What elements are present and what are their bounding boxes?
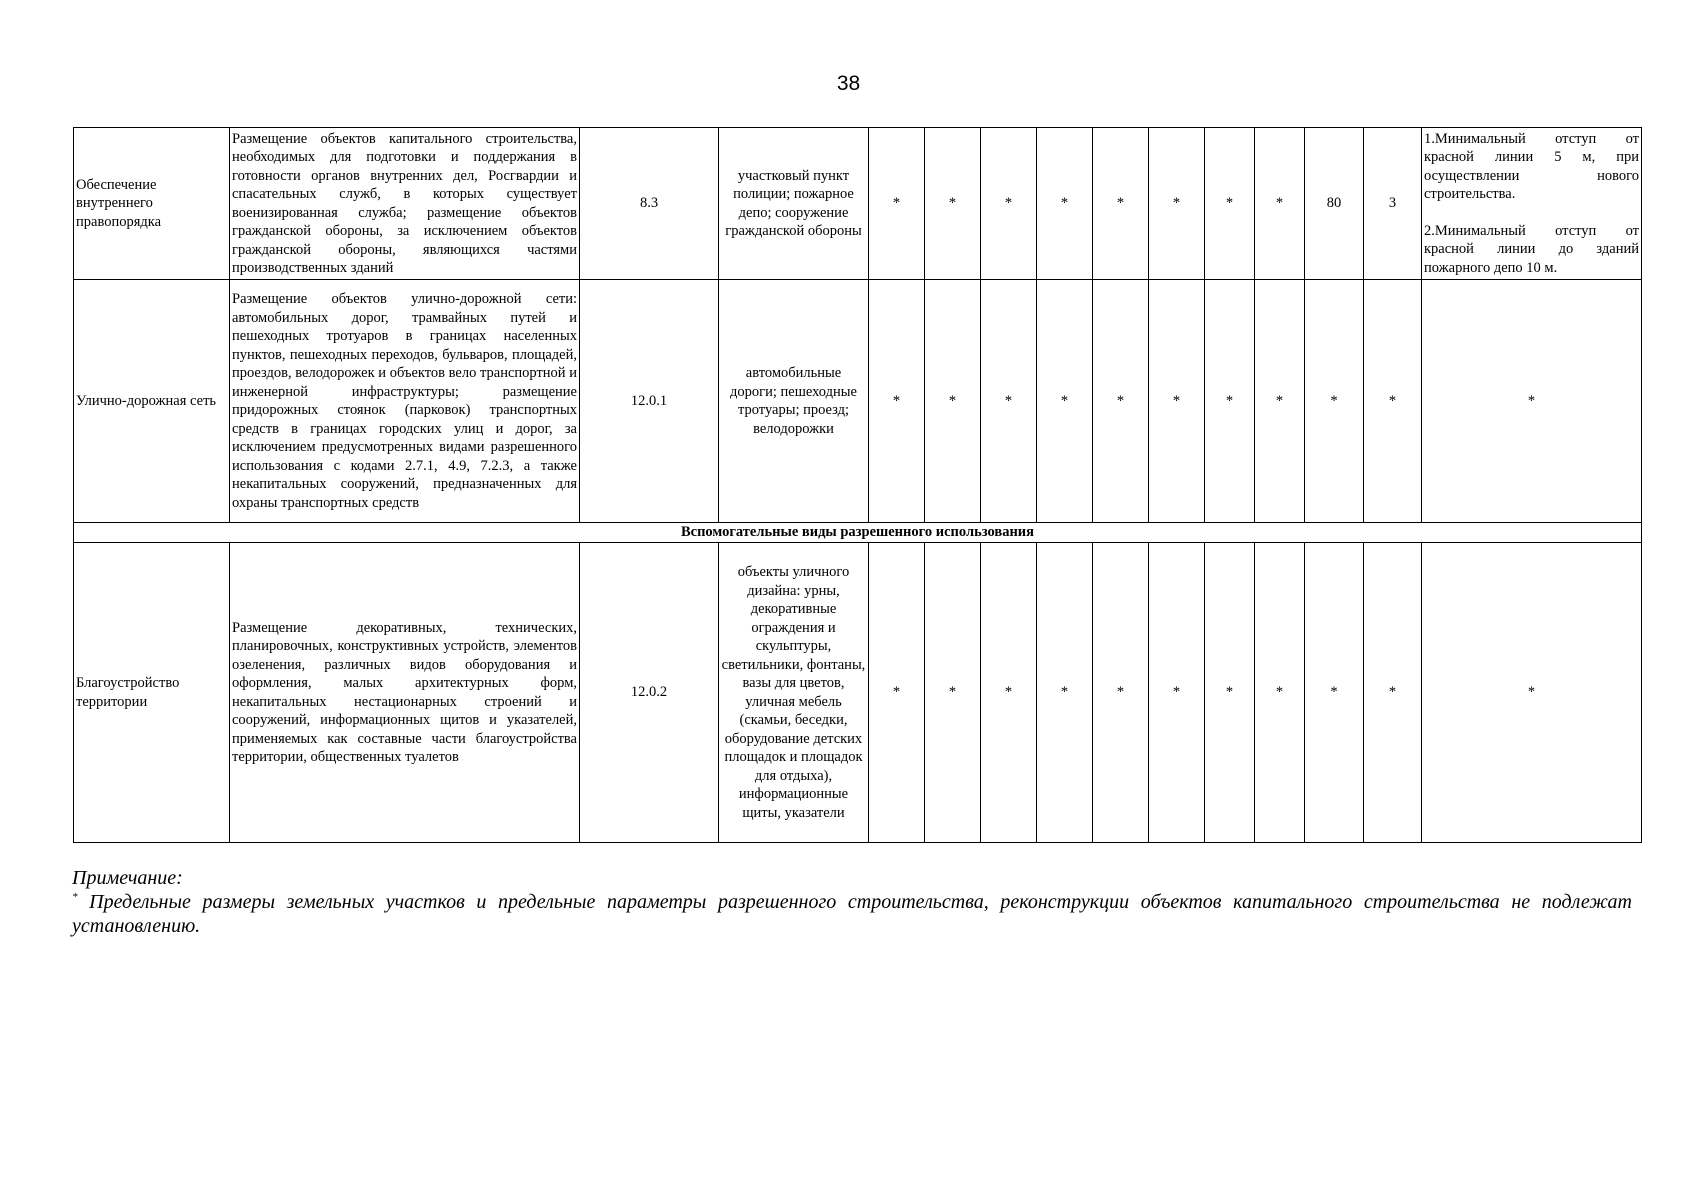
footnote-marker: * (72, 891, 78, 903)
objects-cell: объекты уличного дизайна: урны, декоративные ограждения и скульптуры, светильники, фонтаны, вазы для цветов, уличная мебель (скамьи, беседки, оборудование детских площадок и площадок для отдыха), информационные щиты, указатели (719, 543, 869, 843)
param-cell: * (1093, 543, 1149, 843)
use-code-cell: 12.0.1 (580, 280, 719, 523)
param-cell: * (1037, 543, 1093, 843)
use-name-cell: Улично-дорожная сеть (74, 280, 230, 523)
param-cell: * (1364, 280, 1422, 523)
page-number: 38 (836, 72, 861, 95)
param-cell: * (981, 128, 1037, 280)
param-cell: * (1255, 280, 1305, 523)
section-header-row (74, 523, 1642, 543)
note-text: 2.Минимальный отступ от красной линии до зданий пожарного депо 10 м. (1424, 222, 1639, 276)
param-cell: * (925, 543, 981, 843)
param-cell: * (1037, 128, 1093, 280)
use-description-cell: Размещение объектов улично-дорожной сети: автомобильных дорог, трамвайных путей и пешеходных тротуаров в границах населенных пунктов, пешеходных переходов, бульваров, площадей, проездов, велодорожек и объектов вело транспортной и инженерной инфраструктуры; размещение придорожных стоянок (парковок) транспортных средств в границах городских улиц и дорог, за исключением предусмотренных видами разрешенного использования с кодами 2.7.1, 4.9, 7.2.3, а также некапитальных сооружений, предназначенных для охраны транспортных средств (230, 280, 580, 523)
param-cell: * (925, 280, 981, 523)
param-cell: * (1364, 543, 1422, 843)
param-cell: * (1149, 543, 1205, 843)
use-name-cell: Благоустройство территории (74, 543, 230, 843)
param-cell: * (1255, 128, 1305, 280)
param-cell: * (925, 128, 981, 280)
objects-cell: автомобильные дороги; пешеходные тротуары; проезд; велодорожки (719, 280, 869, 523)
notes-cell (1422, 128, 1642, 280)
notes-cell: * (1422, 543, 1642, 843)
note-text: 1.Минимальный отступ от красной линии 5 м, при осуществлении нового строительства. (1424, 130, 1639, 203)
notes-cell: * (1422, 280, 1642, 523)
param-cell: * (981, 543, 1037, 843)
footnote-title: Примечание: (72, 867, 183, 889)
param-cell: * (1093, 280, 1149, 523)
param-cell: * (1205, 128, 1255, 280)
table-row (74, 280, 1642, 523)
param-cell: * (1305, 280, 1364, 523)
use-code-cell: 12.0.2 (580, 543, 719, 843)
param-cell: * (1149, 280, 1205, 523)
footnote-text-block (72, 890, 1632, 938)
objects-cell: участковый пункт полиции; пожарное депо; сооружение гражданской обороны (719, 128, 869, 280)
table-row (74, 128, 1642, 280)
param-cell: * (981, 280, 1037, 523)
param-cell: * (869, 280, 925, 523)
footnote-text: Предельные размеры земельных участков и предельные параметры разрешенного строительства, реконструкции объектов капитального строительства не подлежат установлению. (72, 891, 1632, 937)
param-cell: 3 (1364, 128, 1422, 280)
section-header: Вспомогательные виды разрешенного использования (74, 523, 1642, 543)
param-cell: * (869, 543, 925, 843)
param-cell: * (1205, 280, 1255, 523)
use-code-cell: 8.3 (580, 128, 719, 280)
zoning-table (73, 127, 1642, 843)
param-cell: * (1093, 128, 1149, 280)
table-row (74, 543, 1642, 843)
footnote-block (72, 866, 1632, 938)
use-description-cell: Размещение объектов капитального строительства, необходимых для подготовки и поддержания в готовности органов внутренних дел, Росгвардии и спасательных служб, в которых существует военизированная служба; размещение объектов гражданской обороны, за исключением объектов гражданской обороны, являющихся частями производственных зданий (230, 128, 580, 280)
param-cell: 80 (1305, 128, 1364, 280)
param-cell: * (1037, 280, 1093, 523)
param-cell: * (869, 128, 925, 280)
use-name-cell: Обеспечение внутреннего правопорядка (74, 128, 230, 280)
use-description-cell: Размещение декоративных, технических, планировочных, конструктивных устройств, элементов озеленения, различных видов оборудования и оформления, малых архитектурных форм, некапитальных нестационарных строений и сооружений, информационных щитов и указателей, применяемых как составные части благоустройства территории, общественных туалетов (230, 543, 580, 843)
param-cell: * (1305, 543, 1364, 843)
param-cell: * (1149, 128, 1205, 280)
param-cell: * (1255, 543, 1305, 843)
param-cell: * (1205, 543, 1255, 843)
